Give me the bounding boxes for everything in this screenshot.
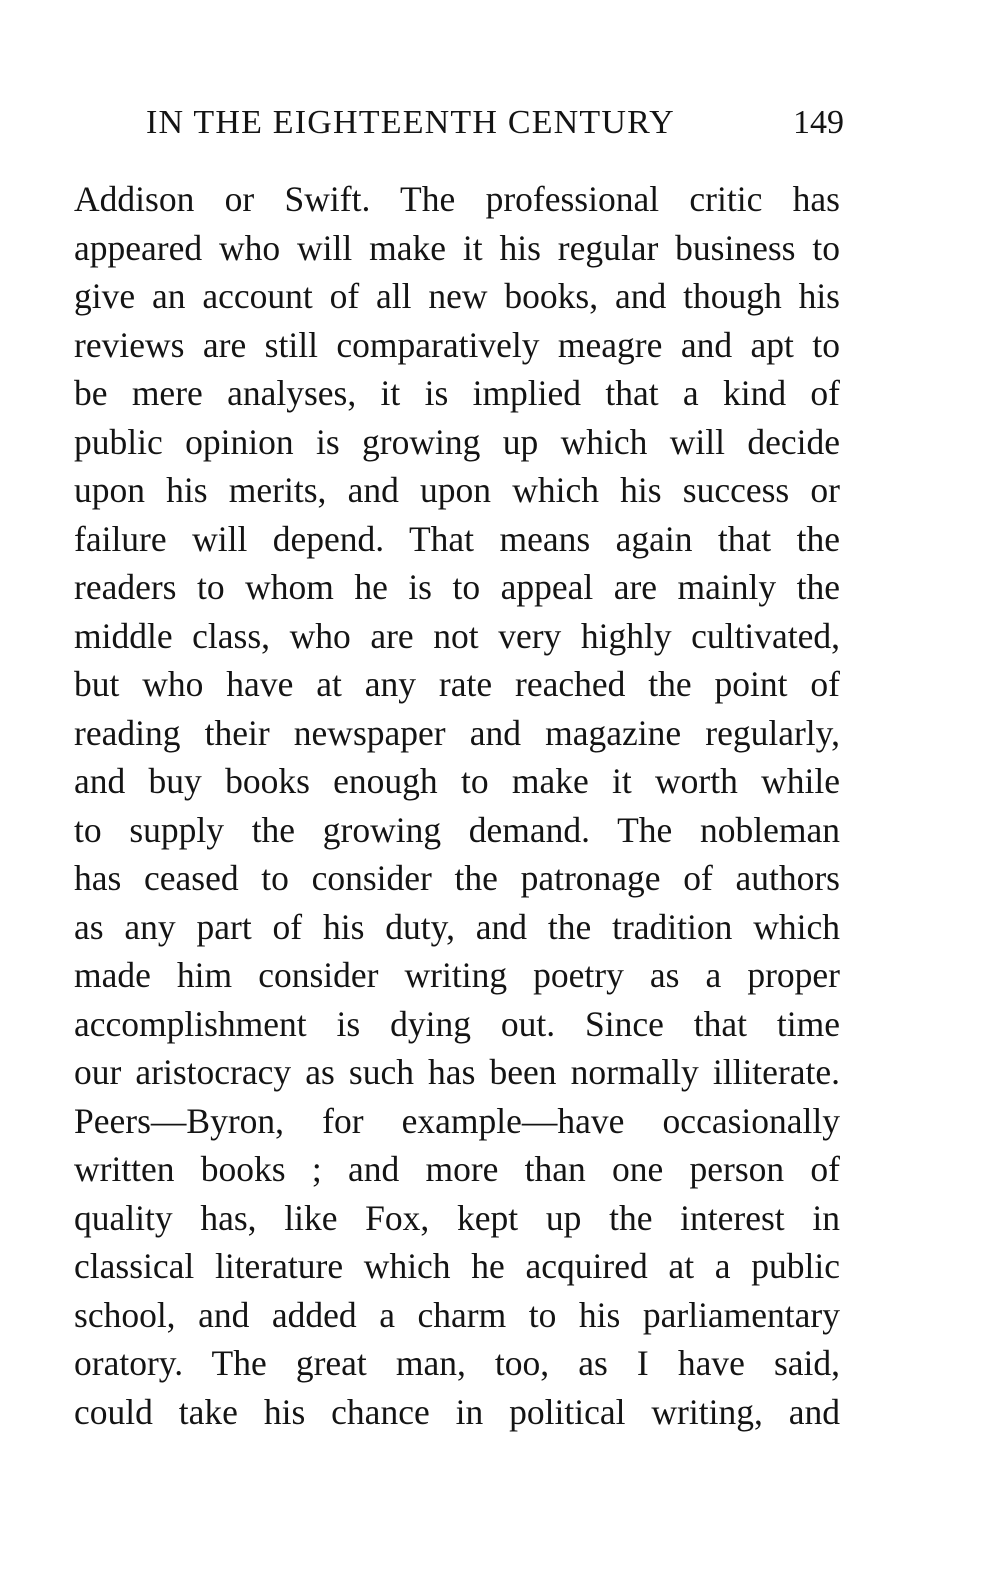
text-line: made him consider writing poetry as a proper [74, 955, 840, 995]
text-line: give an account of all new books, and though his [74, 276, 840, 316]
text-line: reading their newspaper and magazine regularly, [74, 712, 840, 753]
page-header [146, 104, 844, 154]
text-line: upon his merits, and upon which his success or [74, 470, 840, 510]
text-line: failure will depend. That means again that the [74, 518, 840, 559]
text-line: reviews are still comparatively meagre and apt to [74, 324, 840, 365]
text-line: school, and added a charm to his parliamentary [74, 1294, 840, 1335]
text-line: public opinion is growing up which will decide [74, 421, 840, 462]
text-line: Peers—Byron, for example—have occasionally [74, 1100, 840, 1141]
text-line: as any part of his duty, and the tradition which [74, 906, 840, 947]
running-title: IN THE EIGHTEENTH CENTURY [146, 104, 675, 141]
text-line: appeared who will make it his regular business to [74, 227, 840, 268]
text-line: oratory. The great man, too, as I have said, [74, 1343, 840, 1383]
text-line: middle class, who are not very highly cultivated, [74, 615, 840, 656]
text-line: but who have at any rate reached the point of [74, 664, 840, 704]
text-line: readers to whom he is to appeal are mainly the [74, 567, 840, 607]
text-line: be mere analyses, it is implied that a kind of [74, 373, 840, 413]
text-line: our aristocracy as such has been normally illiterate. [74, 1052, 840, 1092]
text-line: quality has, like Fox, kept up the interest in [74, 1197, 840, 1238]
text-line: Addison or Swift. The professional critic has [74, 179, 840, 219]
text-line: could take his chance in political writing, and [74, 1391, 840, 1432]
text-line: has ceased to consider the patronage of authors [74, 858, 840, 898]
text-line: classical literature which he acquired at a public [74, 1246, 840, 1286]
text-line: and buy books enough to make it worth while [74, 761, 840, 801]
text-line: accomplishment is dying out. Since that time [74, 1003, 840, 1044]
page-number: 149 [793, 104, 844, 141]
body-text [74, 175, 840, 1436]
text-line: written books ; and more than one person of [74, 1149, 840, 1189]
text-line: to supply the growing demand. The nobleman [74, 809, 840, 850]
